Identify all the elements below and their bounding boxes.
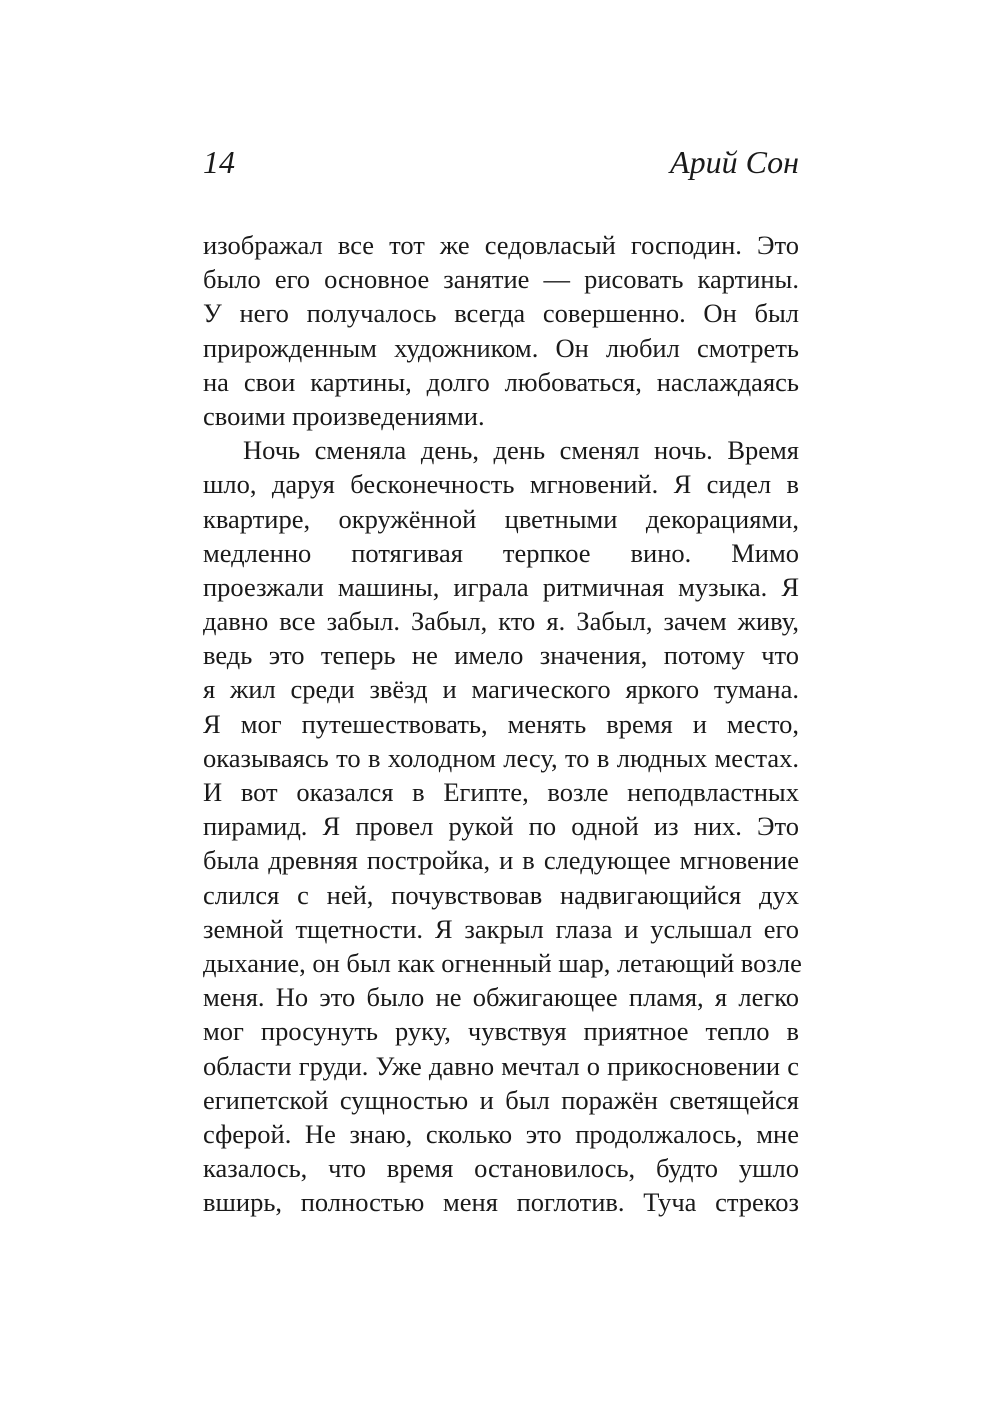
text-line: области груди. Уже давно мечтал о прикосновении с bbox=[203, 1050, 799, 1081]
text-line: казалось, что время остановилось, будто ушло bbox=[203, 1153, 799, 1184]
paragraph bbox=[203, 433, 802, 1219]
text-line: сферой. Не знаю, сколько это продолжалось, мне bbox=[203, 1118, 799, 1149]
text-line: была древняя постройка, и в следующее мгновение bbox=[203, 845, 799, 876]
text-line: слился с ней, почувствовав надвигающийся дух bbox=[203, 879, 799, 910]
text-line: вширь, полностью меня поглотив. Туча стрекоз bbox=[203, 1187, 799, 1218]
text-line: квартире, окружённой цветными декорациями, bbox=[203, 503, 799, 534]
text-line: земной тщетности. Я закрыл глаза и услышал его bbox=[203, 913, 799, 944]
text-line: медленно потягивая терпкое вино. Мимо bbox=[203, 537, 799, 568]
text-line: шло, даруя бесконечность мгновений. Я сидел в bbox=[203, 469, 799, 500]
text-line: ведь это теперь не имело значения, потому что bbox=[203, 640, 799, 671]
text-line: У него получалось всегда совершенно. Он был bbox=[203, 298, 799, 329]
text-line: дыхание, он был как огненный шар, летающий возле bbox=[203, 947, 802, 978]
running-header bbox=[203, 140, 799, 184]
text-line: меня. Но это было не обжигающее пламя, я легко bbox=[203, 982, 799, 1013]
text-line: давно все забыл. Забыл, кто я. Забыл, зачем живу, bbox=[203, 606, 799, 637]
text-line: я жил среди звёзд и магического яркого тумана. bbox=[203, 674, 799, 705]
text-line: египетской сущностью и был поражён светящейся bbox=[203, 1084, 799, 1115]
paragraph bbox=[203, 228, 799, 433]
body-text bbox=[203, 228, 802, 1219]
text-line: было его основное занятие — рисовать картины. bbox=[203, 264, 799, 295]
text-line: пирамид. Я провел рукой по одной из них. Это bbox=[203, 811, 799, 842]
text-line: мог просунуть руку, чувствуя приятное тепло в bbox=[203, 1016, 799, 1047]
text-line: оказываясь то в холодном лесу, то в людных местах. bbox=[203, 742, 799, 773]
text-line: прирожденным художником. Он любил смотреть bbox=[203, 332, 799, 363]
text-line: Я мог путешествовать, менять время и место, bbox=[203, 708, 799, 739]
text-line: проезжали машины, играла ритмичная музыка. Я bbox=[203, 571, 799, 602]
text-line: И вот оказался в Египте, возле неподвластных bbox=[203, 777, 799, 807]
running-title: Арий Сон bbox=[670, 144, 799, 180]
text-line: Ночь сменяла день, день сменял ночь. Время bbox=[243, 435, 799, 466]
text-line: на свои картины, долго любоваться, наслаждаясь bbox=[203, 366, 799, 397]
text-line: изображал все тот же седовласый господин. Это bbox=[203, 230, 799, 260]
text-line: своими произведениями. bbox=[203, 400, 485, 431]
page-number: 14 bbox=[203, 144, 235, 180]
